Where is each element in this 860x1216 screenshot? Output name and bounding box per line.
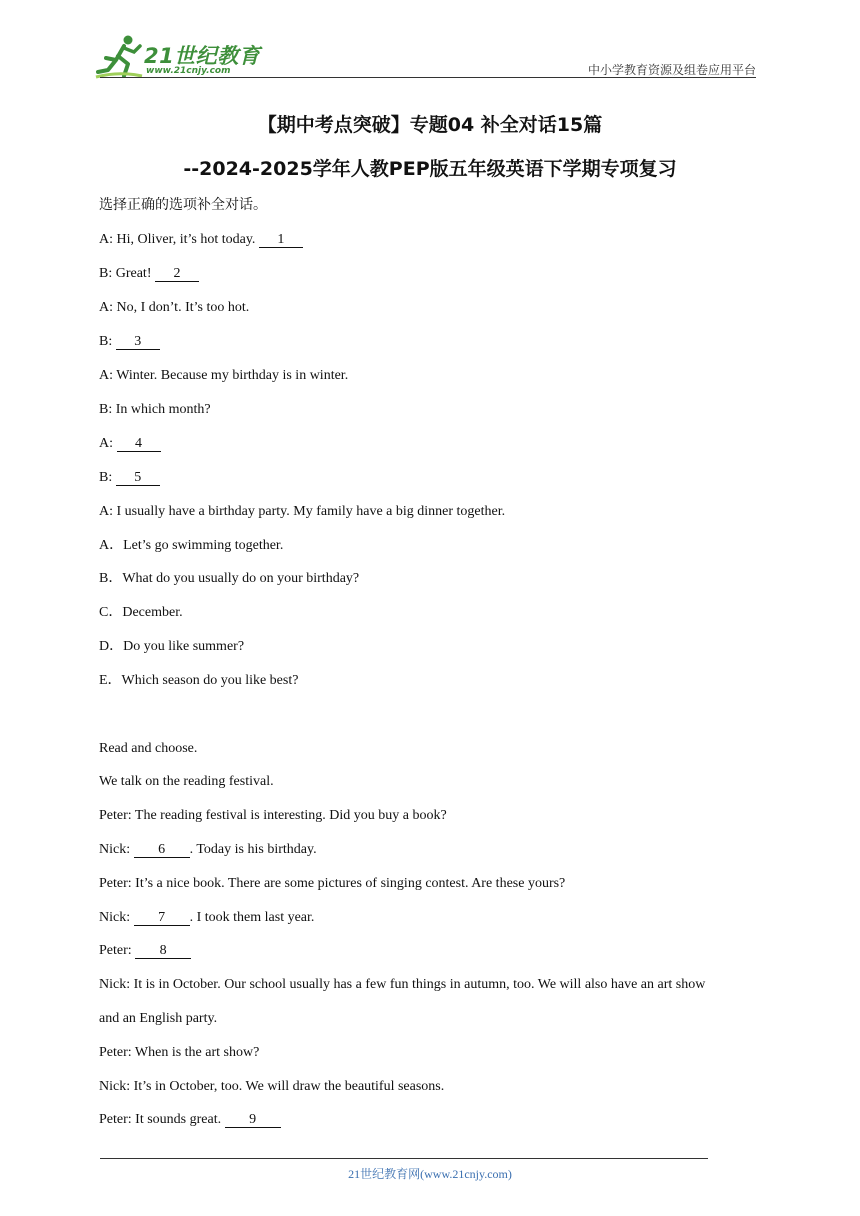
dialog-line (99, 1079, 444, 1095)
dialog-line (99, 842, 317, 858)
dialog-line (99, 436, 161, 452)
dialog-text: . I took them last year. (189, 910, 315, 925)
dialog-line (99, 266, 199, 282)
dialog-text: A: I usually have a birthday party. My family have a big dinner together. (99, 504, 506, 519)
dialog-text: Peter: It’s a nice book. There are some pictures of singing contest. Are these yours? (99, 876, 566, 891)
dialog-text: and an English party. (99, 1011, 218, 1026)
dialog-line (99, 470, 160, 486)
platform-name: 中小学教育资源及组卷应用平台 (587, 63, 756, 77)
dialog-text: A: Winter. Because my birthday is in winter. (99, 368, 349, 383)
dialog-text: B: In which month? (99, 402, 211, 417)
document-title: 【期中考点突破】专题04 补全对话15篇 (257, 114, 603, 136)
dialog-text: Peter: When is the art show? (99, 1045, 260, 1060)
dialog-line (99, 977, 705, 993)
dialog-text: A: (99, 436, 117, 451)
dialog-text: Nick: (99, 842, 134, 857)
section2-instruction: Read and choose. (99, 741, 198, 756)
dialog-line (99, 300, 249, 316)
dialog-text: A: Hi, Oliver, it’s hot today. (99, 232, 259, 247)
dialog-line (99, 402, 211, 418)
option-e: E．Which season do you like best? (99, 673, 299, 688)
option-a: A．Let’s go swimming together. (99, 538, 284, 553)
dialog-text: B: (99, 470, 116, 485)
dialog-text: Nick: It’s in October, too. We will draw the beautiful seasons. (99, 1079, 445, 1094)
dialog-text: . Today is his birthday. (189, 842, 317, 857)
answer-blank[interactable]: 9 (225, 1113, 281, 1128)
answer-blank[interactable]: 7 (134, 911, 190, 926)
dialog-line (99, 910, 314, 926)
section1-instruction: 选择正确的选项补全对话。 (99, 198, 267, 213)
dialog-line (99, 1045, 259, 1061)
option-b: B．What do you usually do on your birthday? (99, 571, 360, 586)
dialog-text: Peter: It sounds great. (99, 1112, 225, 1127)
dialog-text: B: Great! (99, 266, 155, 281)
document-subtitle: --2024-2025学年人教PEP版五年级英语下学期专项复习 (183, 158, 677, 180)
dialog-line (99, 876, 565, 892)
answer-blank[interactable]: 1 (259, 233, 303, 248)
answer-blank[interactable]: 8 (135, 944, 191, 959)
section2-intro: We talk on the reading festival. (99, 774, 274, 789)
dialog-line (99, 808, 447, 824)
dialog-line (99, 1011, 217, 1027)
dialog-line (99, 232, 303, 248)
answer-blank[interactable]: 3 (116, 335, 160, 350)
dialog-text: Nick: It is in October. Our school usually has a few fun things in autumn, too. We will also have an art show (99, 977, 706, 992)
dialog-line (99, 368, 348, 384)
footer-link[interactable]: 21世纪教育网(www.21cnjy.com) (348, 1167, 512, 1181)
logo-url-text: www.21cnjy.com (146, 66, 231, 76)
running-man-icon (94, 34, 144, 80)
dialog-text: Nick: (99, 910, 134, 925)
answer-blank[interactable]: 2 (155, 267, 199, 282)
option-d: D．Do you like summer? (99, 639, 245, 654)
dialog-line (99, 1112, 281, 1128)
dialog-text: Peter: (99, 943, 136, 958)
dialog-text: B: (99, 334, 116, 349)
dialog-line (99, 334, 160, 350)
dialog-text: A: No, I don’t. It’s too hot. (99, 300, 250, 315)
logo-brand-text: 21世纪教育 (144, 44, 261, 68)
site-logo (94, 34, 264, 80)
answer-blank[interactable]: 4 (117, 437, 161, 452)
dialog-line (99, 504, 505, 520)
header-divider (100, 77, 756, 78)
answer-blank[interactable]: 5 (116, 471, 160, 486)
option-c: C．December. (99, 605, 183, 620)
dialog-line (99, 943, 191, 959)
dialog-text: Peter: The reading festival is interesting. Did you buy a book? (99, 808, 447, 823)
answer-blank[interactable]: 6 (134, 843, 190, 858)
footer-divider (100, 1158, 708, 1159)
